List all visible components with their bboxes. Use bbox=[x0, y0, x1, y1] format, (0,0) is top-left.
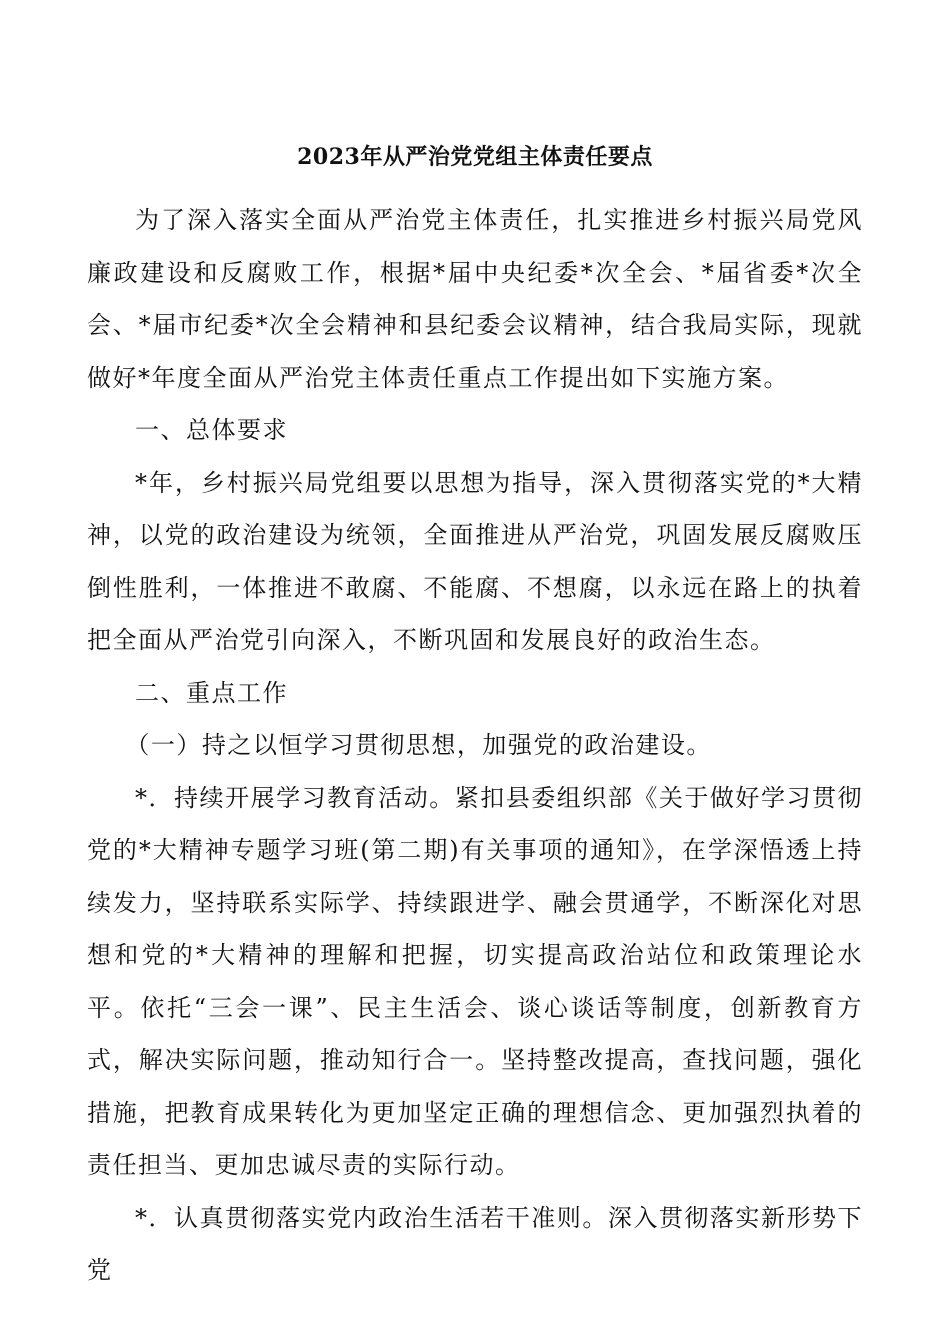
overall-requirements-paragraph: *年，乡村振兴局党组要以思想为指导，深入贯彻落实党的*大精神，以党的政治建设为统领，全面推进从严治党，巩固发展反腐败压倒性胜利，一体推进不敢腐、不能腐、不想腐，以永远在路上的执着把全面从严治党引向深入，不断巩固和发展良好的政治生态。 bbox=[87, 468, 863, 654]
section-heading-overall-requirements: 一、总体要求 bbox=[135, 416, 288, 444]
item-paragraph-party-life-rules: *．认真贯彻落实党内政治生活若干准则。深入贯彻落实新形势下党 bbox=[87, 1203, 863, 1284]
document-title: 2023年从严治党党组主体责任要点 bbox=[297, 144, 653, 170]
section-heading-key-work: 二、重点工作 bbox=[135, 678, 288, 707]
document-body bbox=[87, 194, 863, 1297]
intro-paragraph: 为了深入落实全面从严治党主体责任，扎实推进乡村振兴局党风廉政建设和反腐败工作，根据*届中央纪委*次全会、*届省委*次全会、*届市纪委*次全会精神和县纪委会议精神，结合我局实际，现就做好*年度全面从严治党主体责任重点工作提出如下实施方案。 bbox=[87, 206, 863, 392]
subsection-heading-political-building: （一）持之以恒学习贯彻思想，加强党的政治建设。 bbox=[125, 731, 712, 759]
item-paragraph-study-education: *．持续开展学习教育活动。紧扣县委组织部《关于做好学习贯彻党的*大精神专题学习班(第二期)有关事项的通知》，在学深悟透上持续发力，坚持联系实际学、持续跟进学、融会贯通学，不断深化对思想和党的*大精神的理解和把握，切实提高政治站位和政策理论水平。依托“三会一课”、民主生活会、谈心谈话等制度，创新教育方式，解决实际问题，推动知行合一。坚持整改提高，查找问题，强化措施，把教育成果转化为更加坚定正确的理想信念、更加强烈执着的责任担当、更加忠诚尽责的实际行动。 bbox=[87, 783, 863, 1179]
